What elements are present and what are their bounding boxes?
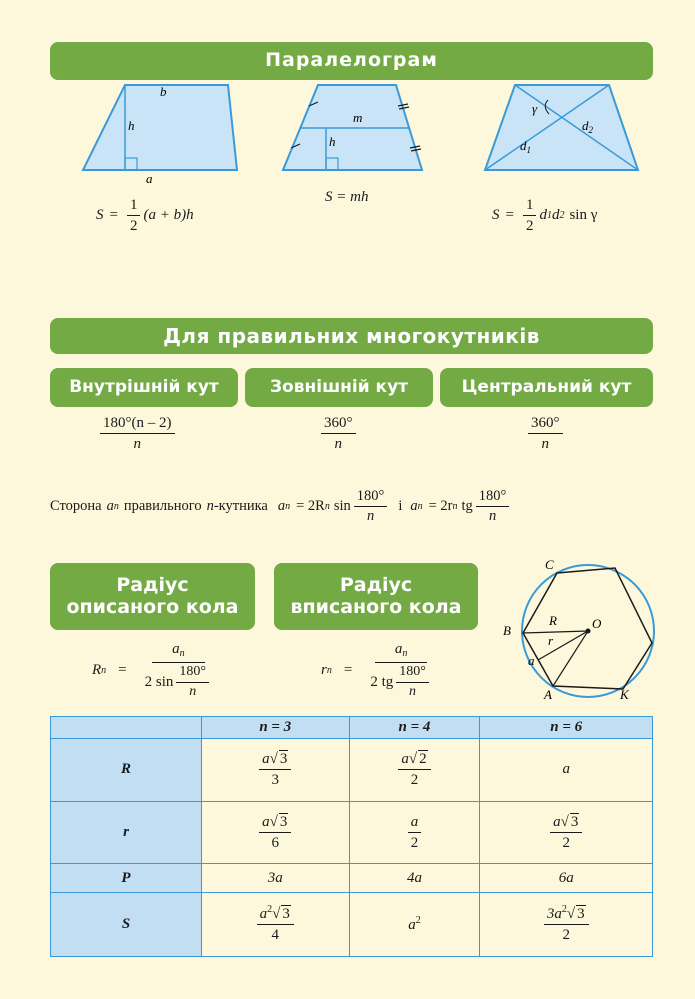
f1-frac [354, 488, 388, 526]
f1-fn: sin [333, 498, 351, 515]
interior-frac [100, 414, 175, 453]
S3-den: 4 [271, 927, 280, 944]
r4-den: 2 [410, 835, 419, 852]
exterior-angle-text: Зовнішній кут [269, 376, 409, 397]
trap-lhs: S [96, 207, 104, 223]
R-den-den: n [189, 683, 197, 699]
r-eq: = [343, 661, 353, 678]
diag-d2-sub: 2 [559, 210, 565, 221]
r3-pre: a [262, 814, 270, 831]
side-n: n [206, 498, 214, 515]
label-h-midline: h [329, 134, 336, 149]
central-angle-header [440, 368, 653, 407]
central-den: n [541, 436, 549, 452]
insc-line1: Радіус [339, 573, 413, 596]
r6-den: 2 [562, 835, 570, 852]
f1-rsub: n [324, 501, 330, 513]
r-num: a [394, 641, 403, 657]
diag-rest: sin γ [569, 207, 598, 223]
R-frac [142, 640, 215, 701]
r-lhs: r [321, 661, 327, 678]
side-conj: і [398, 498, 403, 515]
table-header-n4: n = 4 [349, 717, 480, 739]
mid-formula-text: S = mh [325, 189, 369, 205]
diagonal-area-formula [492, 196, 597, 235]
diag-eq: = [505, 207, 514, 223]
cell-R-n3: $\frac{a√ 3}{3}$ [202, 739, 350, 802]
r3-den: 6 [271, 835, 280, 852]
exterior-angle-formula [318, 414, 359, 453]
table-row [51, 864, 653, 892]
R4-sqrt: 2 [419, 751, 427, 768]
circle-polygon-figure [495, 553, 665, 708]
R-lhs: R [92, 661, 102, 678]
r6-sqrt: 3 [570, 814, 579, 831]
parallelogram-banner-text: Паралелограм [265, 49, 438, 72]
trap-frac [127, 196, 141, 235]
cell-S-n3: $\frac{a^2√ 3}{4}$ [202, 892, 350, 956]
S6-sup: 2 [561, 904, 567, 916]
exterior-frac [321, 414, 356, 453]
diag-d1: d [539, 207, 547, 223]
interior-angle-formula [97, 414, 178, 453]
f2-rhs: = 2r [428, 498, 453, 515]
table-header-n3: n = 3 [202, 717, 350, 739]
label-d2: d [582, 118, 589, 133]
circumscribed-radius-header [50, 563, 255, 630]
f2-den: n [488, 508, 497, 525]
trapezoid-area-formula [96, 196, 194, 235]
row-label-S: S [51, 892, 202, 956]
diag-lhs: S [492, 207, 500, 223]
inscribed-radius-formula [321, 640, 438, 701]
R4-pre: a [401, 751, 409, 768]
cell-P-n3: 3a [202, 864, 350, 892]
S3-sup: 2 [267, 904, 273, 916]
R3-den: 3 [271, 772, 280, 789]
circumscribed-radius-formula [92, 640, 218, 701]
R4-den: 2 [410, 772, 419, 789]
cell-S-n6: $\frac{3a^2√ 3}{2}$ [480, 892, 653, 956]
trap-rest: (a + b)h [143, 207, 194, 223]
table-row [51, 739, 653, 802]
inscribed-radius-header [274, 563, 478, 630]
table-row [51, 801, 653, 864]
side-middle: правильного [123, 498, 202, 515]
parallelogram-banner [50, 42, 653, 80]
label-A: A [544, 687, 552, 702]
circum-line2: описаного кола [66, 595, 239, 618]
f1-sub: n [285, 501, 291, 513]
label-gamma: γ [532, 101, 538, 116]
cell-r-n6: $\frac{a√ 3}{2}$ [480, 801, 653, 864]
label-R: R [549, 613, 557, 628]
insc-line2: вписаного кола [290, 595, 462, 618]
interior-angle-header [50, 368, 238, 407]
diag-d1-sub: 1 [546, 210, 552, 221]
label-O: O [592, 616, 602, 631]
R-eq: = [118, 661, 127, 678]
S4-base: a [408, 916, 416, 933]
label-b: b [160, 84, 167, 99]
label-h: h [128, 118, 135, 133]
r-den-frac [396, 664, 429, 701]
S6-pre: 3a [546, 906, 562, 923]
R-sub: n [101, 664, 107, 676]
cell-R-n4: $\frac{a√ 2}{2}$ [349, 739, 480, 802]
label-m: m [353, 110, 363, 125]
side-prefix: Сторона [50, 498, 102, 515]
f2-frac [476, 488, 510, 526]
f2-sub: n [417, 501, 423, 513]
side-an: a [106, 498, 114, 515]
f1-rhs: = 2R [296, 498, 325, 515]
r4-num: a [408, 813, 422, 833]
R-num: a [172, 641, 180, 657]
trap-den: 2 [129, 218, 138, 234]
f2-lhs: a [410, 498, 418, 515]
diag-d2: d [551, 207, 560, 223]
R-den-num: 180° [176, 664, 209, 683]
label-K: K [620, 687, 629, 702]
S3-sqrt: 3 [282, 906, 290, 923]
side-suffix: -кутника [213, 498, 268, 515]
row-label-r: r [51, 801, 202, 864]
central-frac [528, 414, 563, 453]
label-a-side: a [528, 653, 535, 668]
R-num-sub: n [179, 648, 185, 659]
r-frac [367, 640, 435, 701]
label-B: B [503, 623, 511, 638]
central-angle-formula [525, 414, 566, 453]
polygon-properties-table [50, 716, 653, 957]
central-angle-text: Центральний кут [461, 376, 632, 397]
f2-rsub: n [452, 501, 458, 513]
r-den-pre: 2 tg [370, 674, 394, 691]
cell-S-n4 [349, 892, 480, 956]
label-a: a [146, 171, 153, 186]
diag-num: 1 [523, 196, 537, 216]
table-header-row [51, 717, 653, 739]
row-label-R: R [51, 739, 202, 802]
f1-den: n [366, 508, 375, 525]
trapezoid-diagonals-figure [482, 82, 642, 177]
S3-pre: a [259, 906, 268, 923]
circum-line1: Радіус [116, 573, 189, 596]
label-d1: d [520, 138, 527, 153]
side-an-sub: n [113, 501, 119, 513]
midline-area-formula [325, 189, 368, 206]
f1-lhs: a [277, 498, 286, 515]
side-formula-line [50, 488, 512, 526]
R3-sqrt: 3 [279, 751, 288, 768]
f2-num: 180° [476, 488, 510, 507]
diag-den: 2 [525, 218, 534, 234]
label-d2-sub: 2 [588, 125, 593, 135]
diag-frac [523, 196, 537, 235]
cell-R-n6: a [480, 739, 653, 802]
label-d1-sub: 1 [526, 145, 531, 155]
r-den-num: 180° [396, 664, 429, 683]
S4-sup: 2 [415, 914, 421, 926]
cell-P-n4: 4a [349, 864, 480, 892]
interior-angle-text: Внутрішній кут [69, 376, 219, 397]
r-den-den: n [409, 683, 417, 699]
r-num-sub: n [402, 648, 408, 659]
r-sub: n [326, 664, 332, 676]
table-header-n6: n = 6 [480, 717, 653, 739]
row-label-P: P [51, 864, 202, 892]
R3-pre: a [262, 751, 270, 768]
trap-eq: = [109, 207, 118, 223]
S6-den: 2 [562, 927, 570, 944]
trap-num: 1 [127, 196, 141, 216]
table-row [51, 892, 653, 956]
trapezoid-midline-figure [280, 82, 430, 177]
cell-r-n4 [349, 801, 480, 864]
cell-P-n6: 6a [480, 864, 653, 892]
exterior-num: 360° [321, 414, 356, 434]
S6-sqrt: 3 [577, 906, 585, 923]
central-num: 360° [528, 414, 563, 434]
trapezoid-height-figure [80, 82, 240, 192]
R-den-frac [176, 664, 209, 701]
f1-num: 180° [354, 488, 388, 507]
exterior-den: n [334, 436, 342, 452]
interior-num: 180°(n – 2) [100, 414, 175, 434]
table-header-empty [51, 717, 202, 739]
interior-den: n [133, 436, 141, 452]
f2-fn: tg [461, 498, 473, 515]
polygons-banner-text: Для правильних многокутників [163, 323, 540, 348]
exterior-angle-header [245, 368, 433, 407]
R-den-pre: 2 sin [144, 674, 174, 691]
label-C: C [545, 557, 554, 572]
label-r: r [548, 633, 554, 648]
r6-pre: a [553, 814, 561, 831]
r3-sqrt: 3 [279, 814, 288, 831]
cell-r-n3: $\frac{a√ 3}{6}$ [202, 801, 350, 864]
polygons-banner [50, 318, 653, 354]
